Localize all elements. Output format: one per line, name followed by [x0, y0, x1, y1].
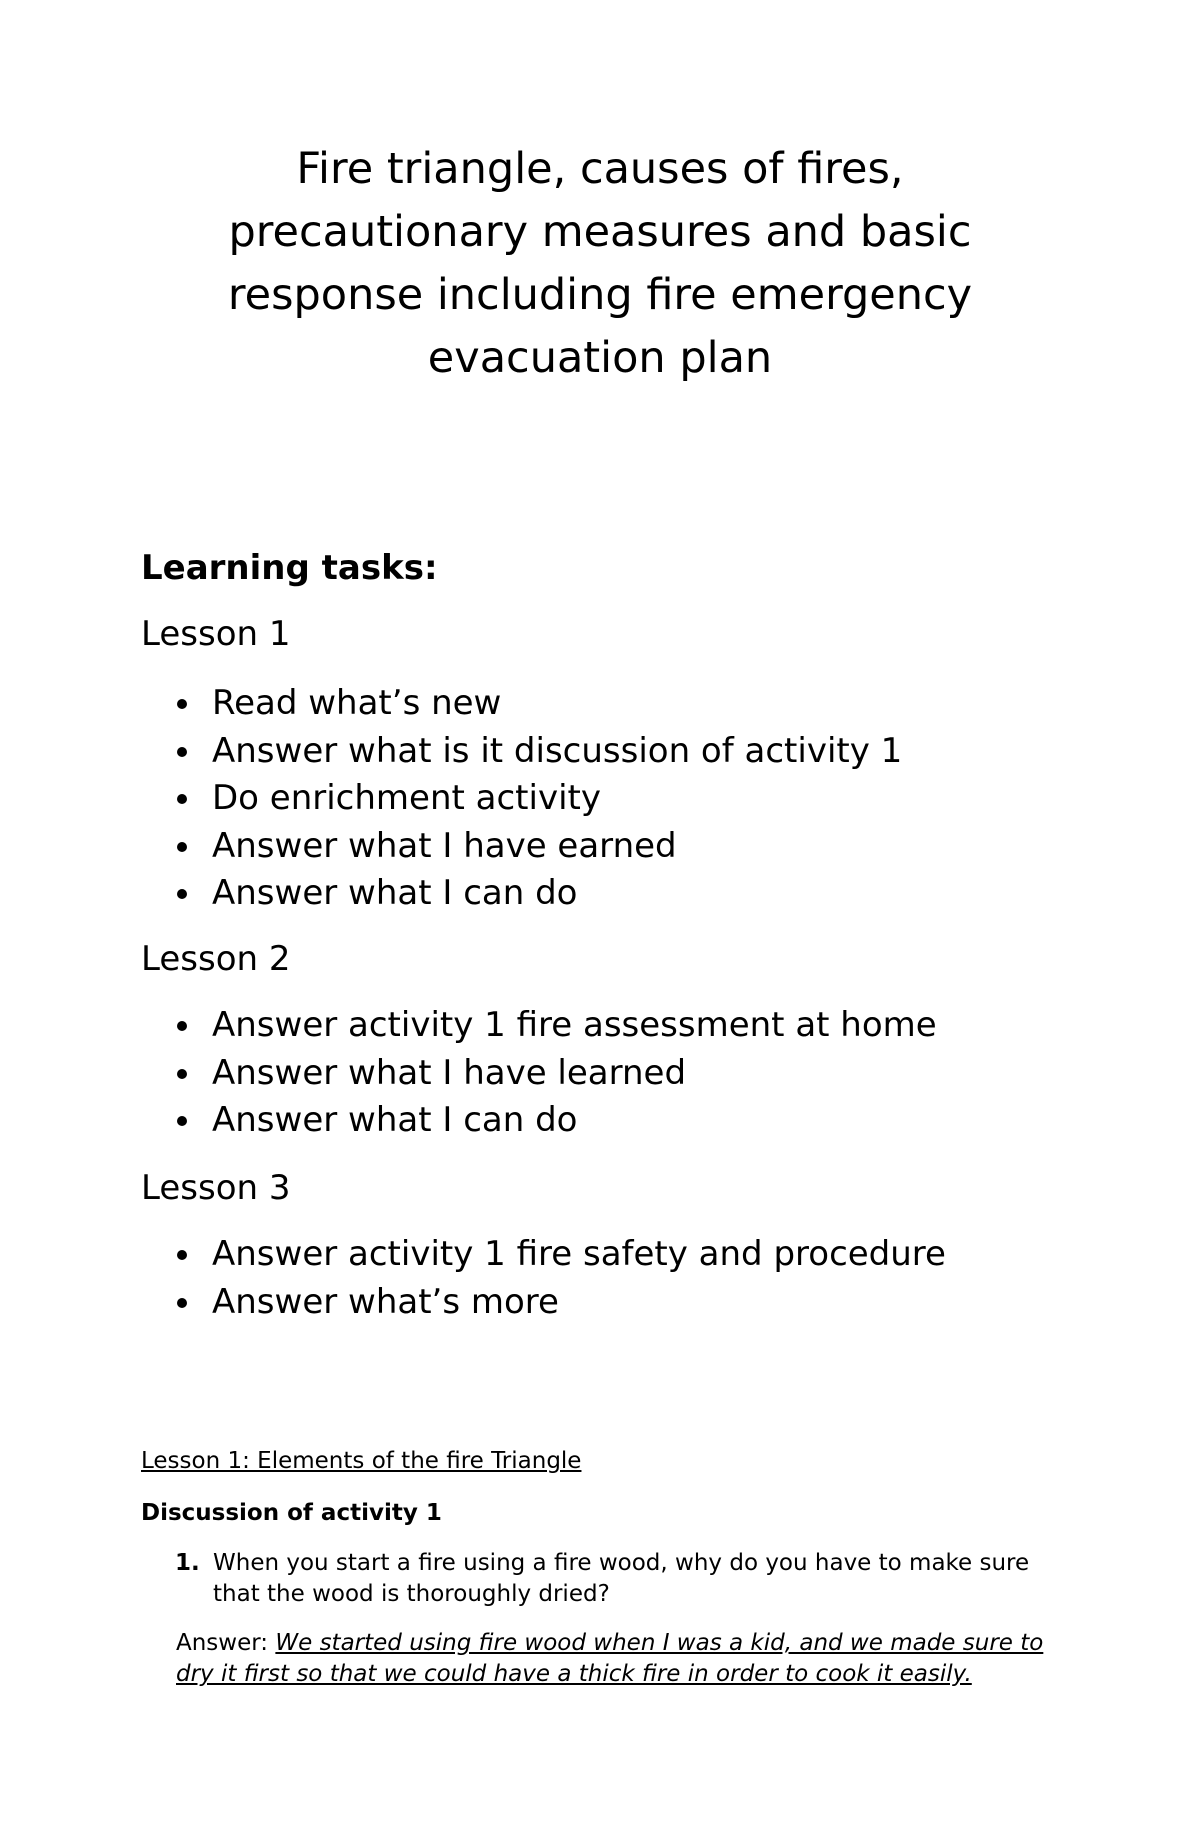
bullet-icon — [177, 889, 187, 899]
task-text: Read what’s new — [212, 683, 502, 723]
answer-text: We started using fire wood when I was a kid, and we made sure to dry it first so that we could have a thick fire in order to cook it easily. — [176, 1630, 1044, 1687]
task-text: Do enrichment activity — [212, 778, 601, 818]
task-text: Answer activity 1 fire assessment at home — [212, 1005, 937, 1045]
bullet-icon — [177, 1250, 187, 1260]
task-text: Answer what I have earned — [212, 825, 677, 866]
list-item — [141, 1003, 937, 1051]
lesson-3-task-list — [141, 1232, 946, 1327]
answer-label: Answer: — [176, 1630, 269, 1656]
task-text: Answer what I can do — [212, 1100, 578, 1140]
lesson-1-task-list — [141, 681, 902, 919]
title-line: response including fire emergency — [227, 270, 973, 320]
lesson-3-label: Lesson 3 — [141, 1168, 291, 1208]
document-title — [160, 138, 1040, 390]
bullet-icon — [177, 699, 187, 709]
task-text: Answer activity 1 fire safety and procedure — [212, 1234, 946, 1274]
list-item — [141, 681, 902, 729]
question-text: When you start a fire using a fire wood, why do you have to make sure that the wood is thoroughly dried? — [213, 1550, 1030, 1607]
lesson-1-label: Lesson 1 — [141, 614, 291, 654]
bullet-icon — [177, 794, 187, 804]
learning-tasks-heading: Learning tasks: — [141, 548, 438, 588]
task-text: Answer what is it discussion of activity 1 — [212, 730, 903, 771]
list-item — [141, 776, 902, 824]
title-line: precautionary measures and basic — [228, 207, 972, 257]
list-item — [141, 1280, 946, 1328]
bullet-icon — [177, 1069, 187, 1079]
list-item — [141, 1232, 946, 1280]
list-item — [141, 1098, 937, 1146]
activity-heading: Discussion of activity 1 — [141, 1500, 442, 1526]
task-text: Answer what I can do — [212, 873, 578, 913]
list-item — [141, 729, 902, 777]
bullet-icon — [177, 1021, 187, 1031]
bullet-icon — [177, 842, 187, 852]
answer-paragraph — [176, 1628, 1076, 1690]
lesson-2-label: Lesson 2 — [141, 939, 291, 979]
bullet-icon — [177, 747, 187, 757]
section-heading: Lesson 1: Elements of the fire Triangle — [141, 1448, 582, 1474]
lesson-2-task-list — [141, 1003, 937, 1146]
task-text: Answer what’s more — [212, 1281, 559, 1322]
bullet-icon — [177, 1298, 187, 1308]
list-item — [141, 871, 902, 919]
list-item — [141, 824, 902, 872]
question-item — [141, 1548, 1071, 1610]
question-number: 1. — [175, 1550, 200, 1576]
title-line: evacuation plan — [427, 333, 773, 383]
bullet-icon — [177, 1116, 187, 1126]
list-item — [141, 1051, 937, 1099]
task-text: Answer what I have learned — [212, 1052, 687, 1093]
title-line: Fire triangle, causes of fires, — [296, 144, 904, 194]
